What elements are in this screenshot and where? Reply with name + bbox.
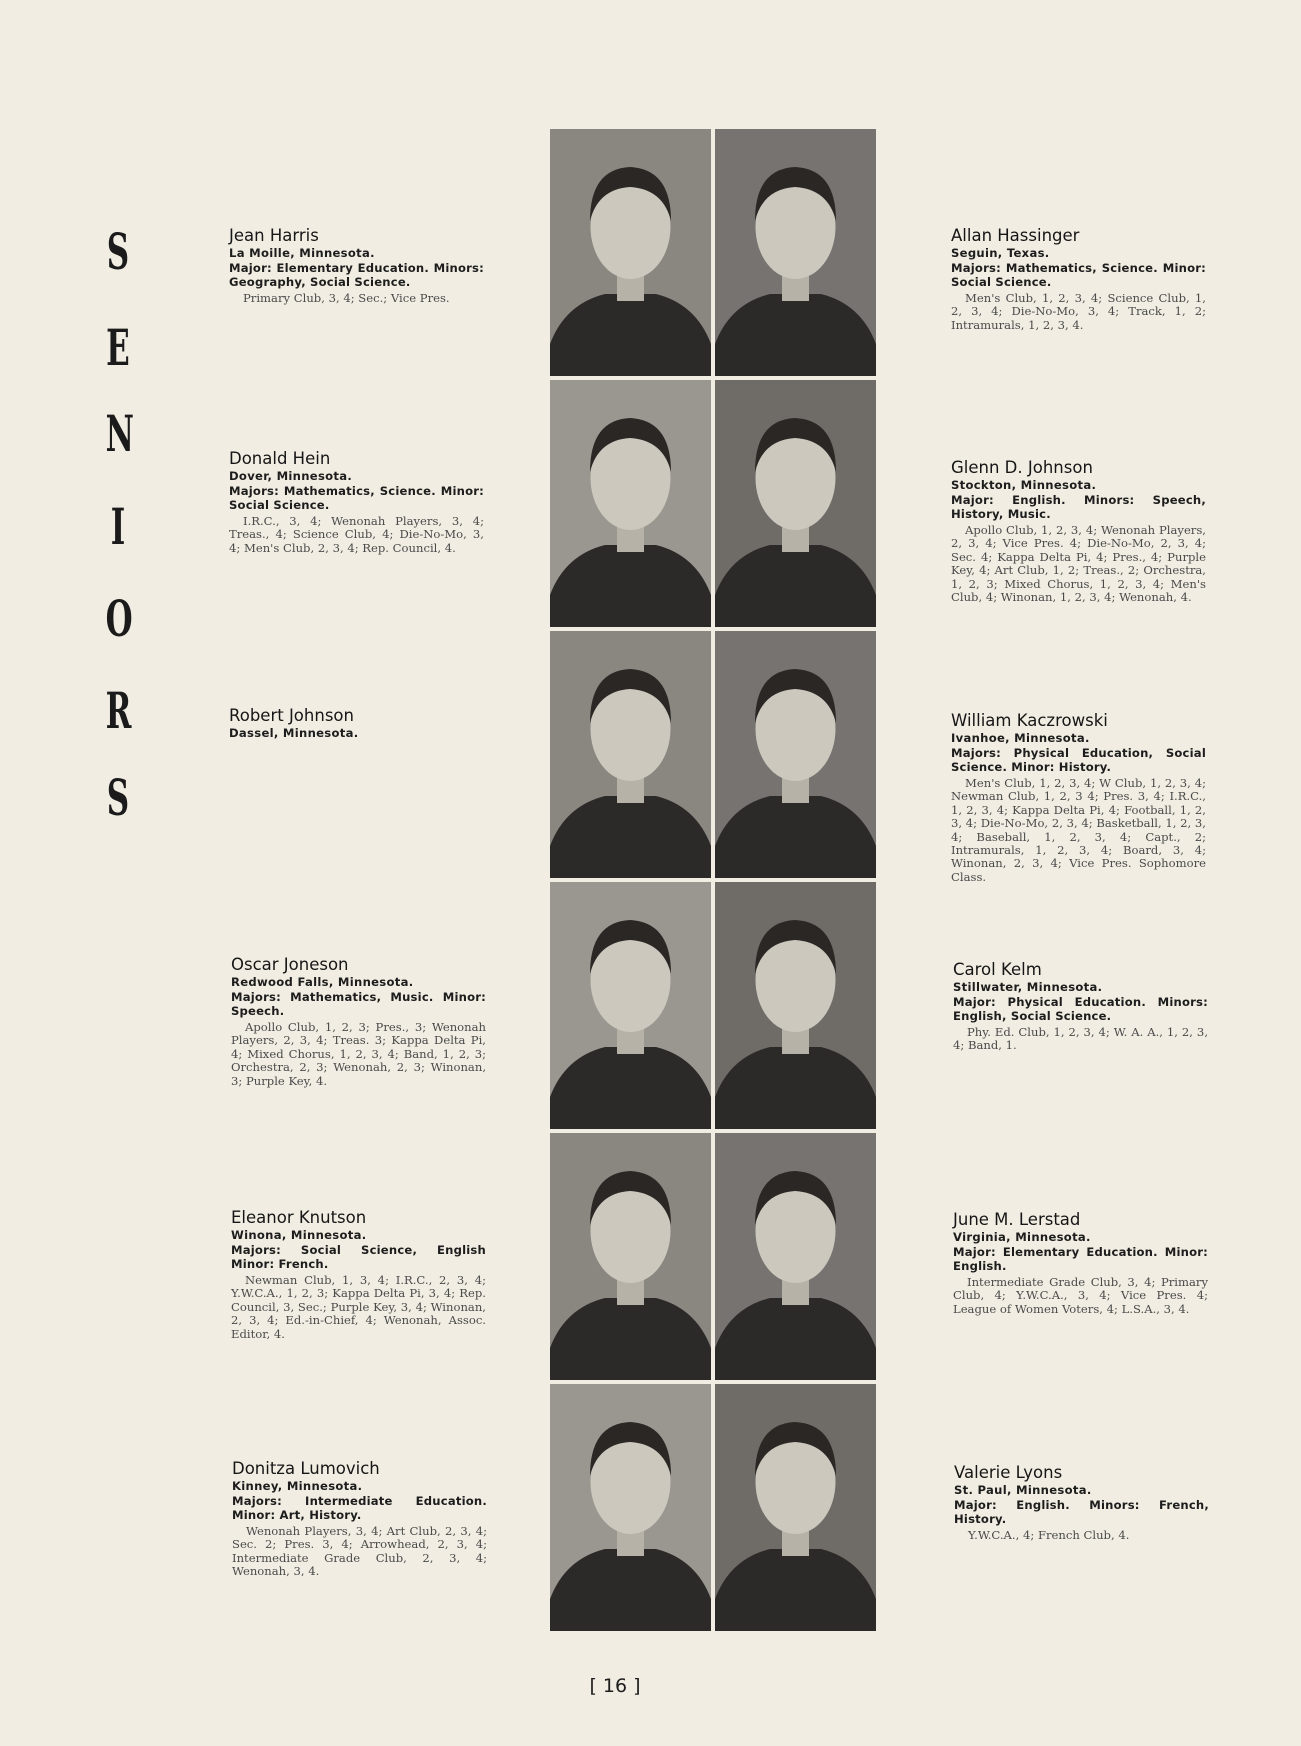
senior-hometown: Winona, Minnesota. (231, 1228, 367, 1242)
senior-study: Major: English. Minors: French, History. (954, 1498, 1209, 1526)
portrait-silhouette (550, 129, 711, 376)
title-letter: S (106, 768, 130, 827)
portrait-silhouette (550, 1133, 711, 1380)
senior-activities: Men's Club, 1, 2, 3, 4; W Club, 1, 2, 3, 4; Newman Club, 1, 2, 3 4; Pres. 3, 4; I.R.C., 1, 2, 3, 4; Kappa Delta Pi, 4; Football, 1, 2, 3, 4; Die-No-Mo, 2, 3, 4; Basketball, 1, 2, 3, 4; Baseball, 1, 2, 3, 4; Capt., 2; Intramurals, 1, 2, 3, 4; Board, 3, 4; Winonan, 2, 3, 4; Vice Pres. Sophomore Class. (951, 776, 1206, 884)
senior-name: Oscar Joneson (231, 955, 349, 974)
portrait-silhouette (550, 631, 711, 878)
senior-study: Major: Physical Education. Minors: English, Social Science. (953, 995, 1208, 1023)
senior-activities: Apollo Club, 1, 2, 3, 4; Wenonah Players, 2, 3, 4; Vice Pres. 4; Die-No-Mo, 2, 3, 4; Sec. 4; Kappa Delta Pi, 4; Pres., 4; Purple Key, 4; Art Club, 1, 2; Treas., 2; Orchestra, 1, 2, 3; Mixed Chorus, 1, 2, 3, 4; Men's Club, 4; Winonan, 1, 2, 3, 4; Wenonah, 4. (951, 523, 1206, 605)
senior-study: Majors: Mathematics, Music. Minor: Speech. (231, 990, 486, 1018)
senior-activities: Apollo Club, 1, 2, 3; Pres., 3; Wenonah Players, 2, 3, 4; Treas. 3; Kappa Delta Pi, 4; Mixed Chorus, 1, 2, 3, 4; Band, 1, 2, 3; Orchestra, 2, 3; Wenonah, 2, 3; Winonan, 3; Purple Key, 4. (231, 1020, 486, 1088)
portrait-silhouette (715, 631, 876, 878)
senior-activities: Y.W.C.A., 4; French Club, 4. (968, 1528, 1130, 1542)
senior-hometown: Ivanhoe, Minnesota. (951, 731, 1090, 745)
senior-entry (229, 706, 484, 740)
senior-activities: Men's Club, 1, 2, 3, 4; Science Club, 1, 2, 3, 4; Die-No-Mo, 3, 4; Track, 1, 2; Intramurals, 1, 2, 3, 4. (951, 291, 1206, 332)
portrait-photo (550, 380, 711, 627)
senior-study: Majors: Mathematics, Science. Minor: Social Science. (229, 484, 484, 512)
portrait-silhouette (550, 380, 711, 627)
title-letter: R (105, 681, 132, 740)
senior-activities: Wenonah Players, 3, 4; Art Club, 2, 3, 4; Sec. 2; Pres. 3, 4; Arrowhead, 2, 3, 4; Intermediate Grade Club, 2, 3, 4; Wenonah, 3, 4. (232, 1524, 487, 1579)
portrait-photo (715, 380, 876, 627)
senior-entry (231, 1208, 486, 1341)
portrait-photo (550, 1384, 711, 1631)
portrait-silhouette (550, 882, 711, 1129)
portrait-photo (715, 1384, 876, 1631)
portrait-photo (715, 882, 876, 1129)
title-letter: E (106, 318, 130, 377)
senior-activities: Phy. Ed. Club, 1, 2, 3, 4; W. A. A., 1, 2, 3, 4; Band, 1. (953, 1025, 1208, 1053)
portrait-photo (715, 129, 876, 376)
portrait-silhouette (715, 129, 876, 376)
senior-activities: I.R.C., 3, 4; Wenonah Players, 3, 4; Treas., 4; Science Club, 4; Die-No-Mo, 3, 4; Men's Club, 2, 3, 4; Rep. Council, 4. (229, 514, 484, 555)
senior-study: Major: Elementary Education. Minor: English. (953, 1245, 1208, 1273)
title-letter: S (106, 222, 130, 281)
title-letter: O (105, 589, 133, 648)
title-letter: N (105, 404, 134, 463)
portrait-photo (550, 882, 711, 1129)
senior-name: Valerie Lyons (954, 1463, 1063, 1482)
portrait-photo (550, 631, 711, 878)
senior-study: Major: Elementary Education. Minors: Geography, Social Science. (229, 261, 484, 289)
portrait-grid (550, 129, 884, 1632)
portrait-silhouette (715, 1133, 876, 1380)
senior-hometown: Virginia, Minnesota. (953, 1230, 1091, 1244)
senior-entry (951, 458, 1206, 604)
senior-activities: Newman Club, 1, 3, 4; I.R.C., 2, 3, 4; Y.W.C.A., 1, 2, 3; Kappa Delta Pi, 3, 4; Rep. Council, 3, Sec.; Purple Key, 3, 4; Winonan, 2, 3, 4; Ed.-in-Chief, 4; Wenonah, Assoc. Editor, 4. (231, 1273, 486, 1341)
senior-study: Majors: Social Science, English Minor: French. (231, 1243, 486, 1271)
senior-hometown: Kinney, Minnesota. (232, 1479, 363, 1493)
senior-hometown: Seguin, Texas. (951, 246, 1050, 260)
senior-study: Major: English. Minors: Speech, History, Music. (951, 493, 1206, 521)
portrait-photo (715, 631, 876, 878)
portrait-silhouette (550, 1384, 711, 1631)
senior-study: Majors: Mathematics, Science. Minor: Social Science. (951, 261, 1206, 289)
portrait-silhouette (715, 882, 876, 1129)
senior-hometown: St. Paul, Minnesota. (954, 1483, 1092, 1497)
senior-name: Allan Hassinger (951, 226, 1080, 245)
senior-name: William Kaczrowski (951, 711, 1108, 730)
senior-entry (231, 955, 486, 1088)
senior-activities: Intermediate Grade Club, 3, 4; Primary Club, 4; Y.W.C.A., 3, 4; Vice Pres. 4; League of Women Voters, 4; L.S.A., 3, 4. (953, 1275, 1208, 1316)
senior-hometown: Dover, Minnesota. (229, 469, 353, 483)
page-number: [ 16 ] (589, 1675, 641, 1697)
senior-entry (232, 1459, 487, 1579)
senior-name: Glenn D. Johnson (951, 458, 1093, 477)
senior-name: Robert Johnson (229, 706, 354, 725)
senior-name: Donald Hein (229, 449, 331, 468)
senior-entry (229, 449, 484, 555)
senior-hometown: La Moille, Minnesota. (229, 246, 375, 260)
senior-entry (951, 226, 1206, 332)
senior-hometown: Redwood Falls, Minnesota. (231, 975, 414, 989)
portrait-photo (550, 129, 711, 376)
senior-name: Carol Kelm (953, 960, 1042, 979)
senior-entry (953, 1210, 1208, 1316)
senior-hometown: Stockton, Minnesota. (951, 478, 1097, 492)
senior-study: Majors: Intermediate Education. Minor: Art, History. (232, 1494, 487, 1522)
senior-entry (953, 960, 1208, 1053)
portrait-silhouette (715, 1384, 876, 1631)
senior-name: Jean Harris (229, 226, 319, 245)
senior-activities: Primary Club, 3, 4; Sec.; Vice Pres. (243, 291, 450, 305)
senior-entry (954, 1463, 1209, 1542)
senior-hometown: Dassel, Minnesota. (229, 726, 359, 740)
senior-hometown: Stillwater, Minnesota. (953, 980, 1103, 994)
senior-entry (951, 711, 1206, 884)
title-letter: I (110, 497, 126, 556)
senior-name: Eleanor Knutson (231, 1208, 367, 1227)
portrait-silhouette (715, 380, 876, 627)
senior-name: June M. Lerstad (953, 1210, 1081, 1229)
senior-study: Majors: Physical Education, Social Science. Minor: History. (951, 746, 1206, 774)
portrait-photo (550, 1133, 711, 1380)
senior-name: Donitza Lumovich (232, 1459, 380, 1478)
senior-entry (229, 226, 484, 305)
portrait-photo (715, 1133, 876, 1380)
